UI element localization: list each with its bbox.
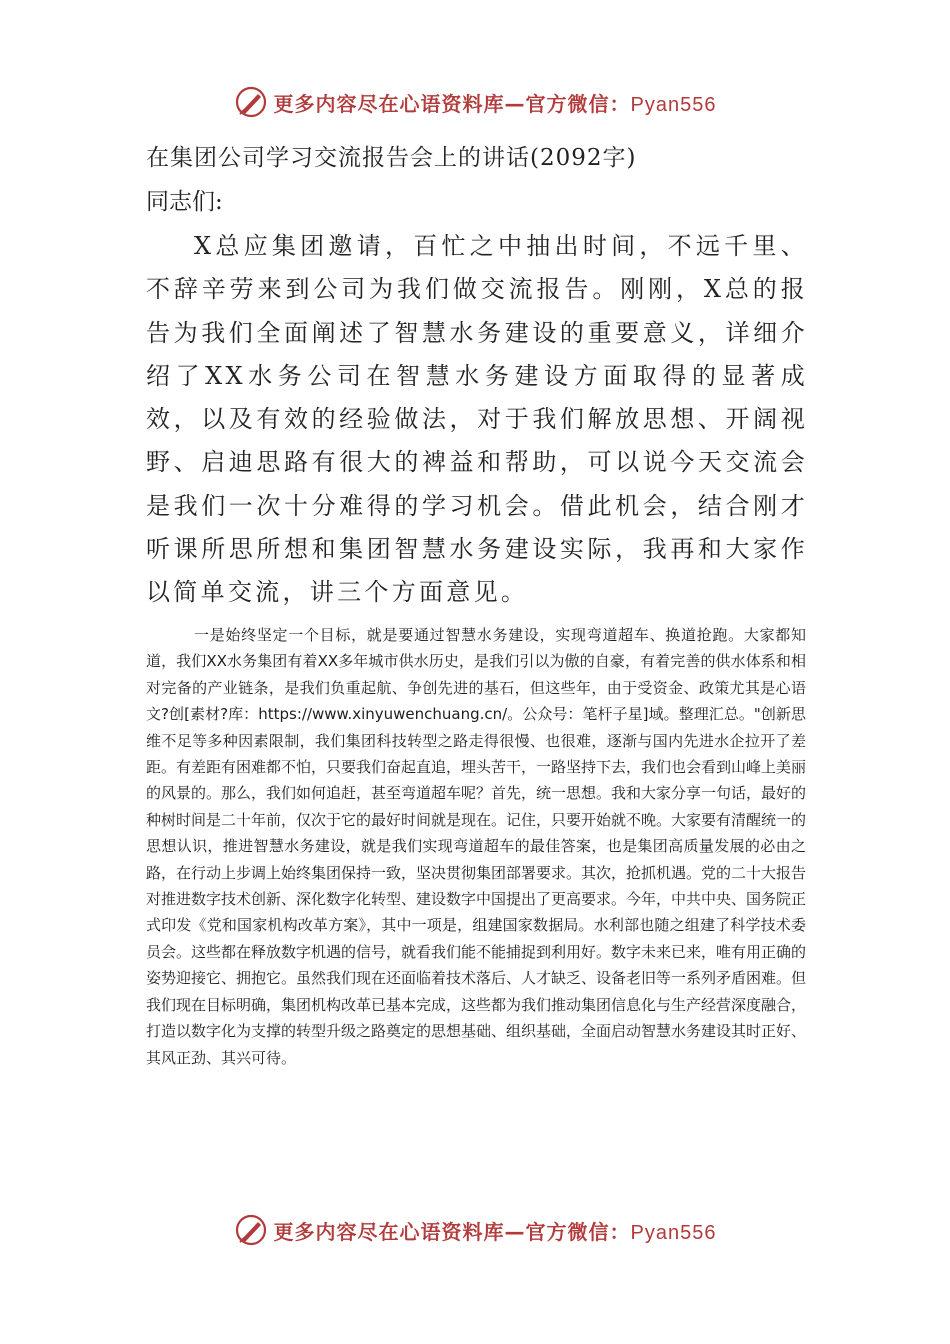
salutation: 同志们: (146, 189, 223, 215)
pen-logo-icon (234, 1213, 268, 1247)
document-title: 在集团公司学习交流报告会上的讲话(2092字) (146, 145, 637, 171)
pen-logo-icon (234, 85, 268, 119)
footer-banner (0, 1210, 950, 1250)
intro-paragraph: X总应集团邀请，百忙之中抽出时间，不远千里、不辞辛劳来到公司为我们做交流报告。刚刚，X总的报告为我们全面阐述了智慧水务建设的重要意义，详细介绍了XX水务公司在智慧水务建设方面取得的显著成效，以及有效的经验做法，对于我们解放思想、开阔视野、启迪思路有很大的裨益和帮助，可以说今天交流会是我们一次十分难得的学习机会。借此机会，结合刚才听课所思所想和集团智慧水务建设实际，我再和大家作以简单交流，讲三个方面意见。 (146, 232, 808, 607)
header-banner (0, 82, 950, 122)
wechat-id: Pyan556 (630, 93, 717, 116)
banner-text: 更多内容尽在心语资料库—官方微信： (273, 1219, 631, 1244)
wechat-id: Pyan556 (630, 1221, 717, 1244)
body-paragraph: 一是始终坚定一个目标，就是要通过智慧水务建设，实现弯道超车、换道抢跑。大家都知道，我们XX水务集团有着XX多年城市供水历史，是我们引以为傲的自豪，有着完善的供水体系和相对完备的产业链条，是我们负重起航、争创先进的基石，但这些年，由于受资金、政策尤其是心语文?创[素材?库：https://www.xinyuwenchuang.cn/。公众号：笔杆子星]域。整理汇总。"创新思维不足等多种因素限制，我们集团科技转型之路走得很慢、也很难，逐渐与国内先进水企拉开了差距。有差距有困难都不怕，只要我们奋起直追，埋头苦干，一路坚持下去，我们也会看到山峰上美丽的风景的。那么，我们如何追赶，甚至弯道超车呢？首先，统一思想。我和大家分享一句话，最好的种树时间是二十年前，仅次于它的最好时间就是现在。记住，只要开始就不晚。大家要有清醒统一的思想认识，推进智慧水务建设，就是我们实现弯道超车的最佳答案，也是集团高质量发展的必由之路，在行动上步调上始终集团保持一致，坚决贯彻集团部署要求。其次，抢抓机遇。党的二十大报告对推进数字技术创新、深化数字化转型、建设数字中国提出了更高要求。今年，中共中央、国务院正式印发《党和国家机构改革方案》，其中一项是，组建国家数据局。水利部也随之组建了科学技术委员会。这些都在释放数字机遇的信号，就看我们能不能捕捉到利用好。数字未来已来，唯有用正确的姿势迎接它、拥抱它。虽然我们现在还面临着技术落后、人才缺乏、设备老旧等一系列矛盾困难。但我们现在目标明确，集团机构改革已基本完成，这些都为我们推动集团信息化与生产经营深度融合，打造以数字化为支撑的转型升级之路奠定的思想基础、组织基础，全面启动智慧水务建设其时正好、其风正劲、其兴可待。 (146, 626, 807, 1067)
banner-text: 更多内容尽在心语资料库—官方微信： (273, 91, 631, 116)
